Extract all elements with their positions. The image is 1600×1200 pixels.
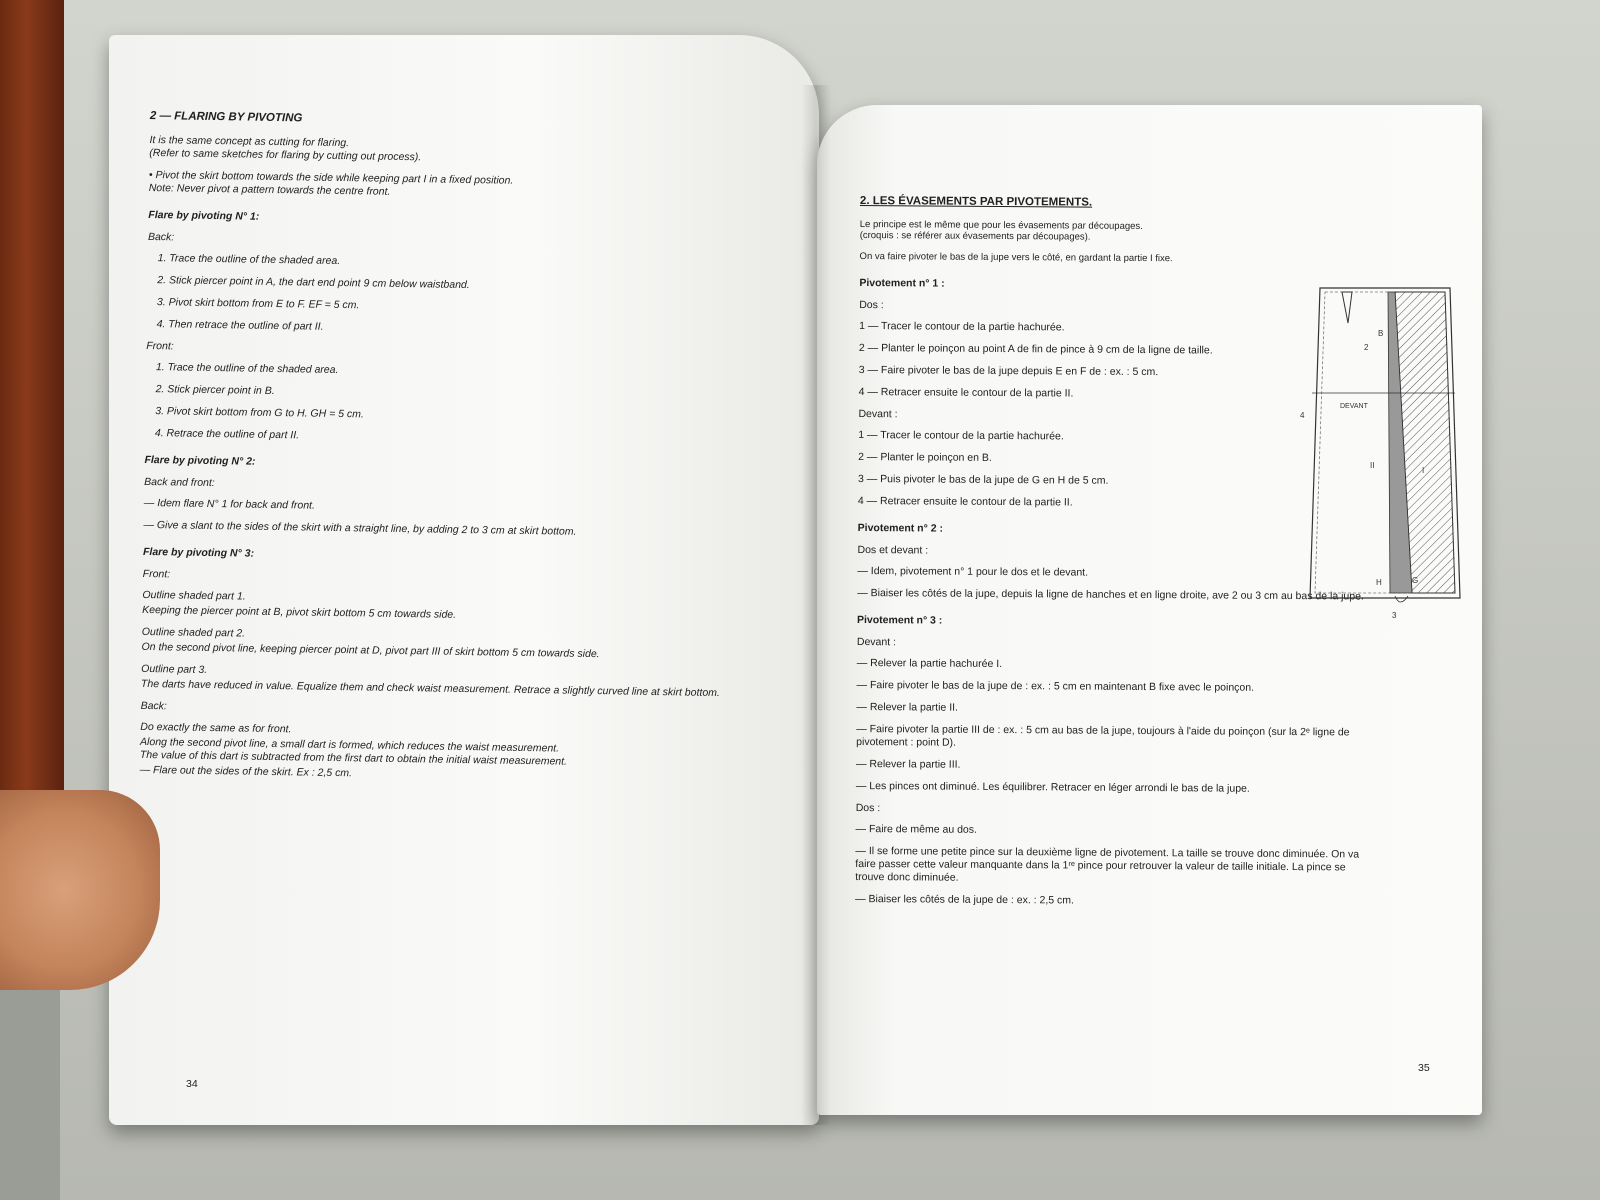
- flare3-front-line: Keeping the piercer point at B, pivot skirt bottom 5 cm towards side.: [142, 603, 457, 621]
- piv1-devant-step: 1 — Tracer le contour de la partie hachurée.: [858, 428, 1064, 443]
- flare1-front-label: Front:: [146, 339, 174, 353]
- left-intro: It is the same concept as cutting for flaring. (Refer to same sketches for flaring by cutting out process).: [149, 133, 422, 164]
- piv3-devant-label: Devant :: [856, 635, 897, 649]
- part-i-label: I: [1422, 466, 1425, 475]
- left-title: 2 — FLARING BY PIVOTING: [149, 110, 303, 125]
- piv1-devant-step: 2 — Planter le poinçon en B.: [858, 450, 992, 464]
- flare3-front-line: The darts have reduced in value. Equalize them and check waist measurement. Retrace a slightly curved line at skirt bottom.: [140, 677, 720, 700]
- mark-2-label: 2: [1364, 343, 1369, 352]
- piv2-line: — Biaiser les côtés de la jupe, depuis la ligne de hanches et en ligne droite, ave 2 ou 3 cm au bas de la jupe.: [857, 586, 1364, 603]
- piv2-label: Dos et devant :: [857, 543, 929, 557]
- flare3-back-line: — Flare out the sides of the skirt. Ex : 2,5 cm.: [139, 763, 353, 780]
- piv3-devant-line: — Les pinces ont diminué. Les équilibrer. Retracer en léger arrondi le bas de la jupe.: [855, 779, 1250, 795]
- flare2-line: — Give a slant to the sides of the skirt with a straight line, by adding 2 to 3 cm at skirt bottom.: [143, 518, 577, 538]
- devant-label: DEVANT: [1340, 403, 1368, 410]
- piv3-devant-line: — Faire pivoter le bas de la jupe de : ex. : 5 cm en maintenant B fixe avec le poinçon.: [856, 678, 1255, 694]
- right-page-number: 35: [1418, 1062, 1430, 1074]
- waist-dart: [1342, 292, 1352, 323]
- flare2-line: — Idem flare N° 1 for back and front.: [143, 496, 316, 512]
- hand-holding-book: [0, 790, 160, 990]
- piv2-heading: Pivotement n° 2 :: [857, 521, 944, 535]
- flare1-front-step: 2. Stick piercer point in B.: [155, 383, 275, 397]
- wooden-edge: [0, 0, 64, 820]
- piv3-dos-line: — Faire de même au dos.: [855, 822, 978, 836]
- skirt-pattern-diagram: [1300, 278, 1480, 628]
- mark-3-label: 3: [1392, 611, 1397, 620]
- piv3-dos-line: — Biaiser les côtés de la jupe de : ex. : 2,5 cm.: [855, 892, 1074, 907]
- flare3-back-line: Do exactly the same as for front.: [140, 720, 292, 736]
- flare3-back-label: Back:: [140, 699, 167, 713]
- flare1-front-step: 3. Pivot skirt bottom from G to H. GH = 5 cm.: [155, 405, 364, 421]
- pivot-arc: [1395, 596, 1408, 602]
- part-ii-label: II: [1370, 461, 1375, 470]
- flare3-heading: Flare by pivoting N° 3:: [142, 545, 255, 560]
- flare3-back-line: Along the second pivot line, a small dart is formed, which reduces the waist measurement. The value of this dart is subtracted from the first dart to obtain the initial waist measurement.: [139, 735, 568, 768]
- right-intro: Le principe est le même que pour les évasements par découpages. (croquis : se référer aux évasements par découpages).: [859, 218, 1143, 243]
- right-instruction: On va faire pivoter le bas de la jupe vers le côté, en gardant la partie I fixe.: [859, 250, 1173, 265]
- point-h-label: H: [1376, 578, 1382, 587]
- flare1-back-label: Back:: [147, 230, 175, 244]
- right-page-text: [855, 195, 1370, 919]
- piv3-devant-line: — Relever la partie hachurée I.: [856, 656, 1003, 671]
- piv2-line: — Idem, pivotement n° 1 pour le dos et le devant.: [857, 564, 1089, 579]
- left-page-number: 34: [186, 1078, 198, 1090]
- flare3-front-line: Outline shaded part 1.: [142, 588, 246, 603]
- left-page-text: [139, 110, 770, 796]
- left-instruction: • Pivot the skirt bottom towards the side while keeping part I in a fixed position. Note: Never pivot a pattern towards the centre front.: [148, 168, 514, 198]
- flare3-front-line: Outline part 3.: [141, 662, 208, 676]
- piv3-heading: Pivotement n° 3 :: [856, 613, 943, 627]
- piv1-dos-step: 1 — Tracer le contour de la partie hachurée.: [859, 319, 1065, 334]
- flare1-back-step: 1. Trace the outline of the shaded area.: [157, 252, 341, 268]
- book-spine: [801, 85, 831, 1125]
- piv1-devant-step: 4 — Retracer ensuite le contour de la partie II.: [857, 494, 1073, 509]
- piv1-dos-step: 4 — Retracer ensuite le contour de la partie II.: [858, 385, 1074, 400]
- mark-4-label: 4: [1300, 411, 1305, 420]
- piv3-devant-line: — Relever la partie III.: [855, 757, 961, 771]
- piv3-devant-line: — Relever la partie II.: [856, 700, 959, 714]
- flare2-label: Back and front:: [144, 475, 215, 490]
- flare1-back-step: 4. Then retrace the outline of part II.: [156, 318, 324, 333]
- right-title: 2. LES ÉVASEMENTS PAR PIVOTEMENTS.: [859, 195, 1093, 209]
- piv1-devant-step: 3 — Puis pivoter le bas de la jupe de G en H de 5 cm.: [857, 472, 1109, 487]
- piv1-dos-label: Dos :: [859, 298, 884, 312]
- flare1-back-step: 3. Pivot skirt bottom from E to F. EF = 5 cm.: [156, 296, 360, 312]
- point-b-label: B: [1378, 329, 1384, 338]
- flare3-front-line: Outline shaded part 2.: [141, 625, 246, 640]
- piv3-dos-line: — Il se forme une petite pince sur la deuxième ligne de pivotement. La taille se trouve donc diminuée. On va faire passer cette valeur manquante dans la 1ʳᵉ pince pour retrouver la valeur de taille initiale. La pince se trouve donc diminuée.: [855, 844, 1360, 884]
- flare2-heading: Flare by pivoting N° 2:: [144, 453, 256, 468]
- flare3-front-line: On the second pivot line, keeping piercer point at D, pivot part III of skirt bottom 5 cm towards side.: [141, 640, 600, 661]
- piv1-dos-step: 2 — Planter le poinçon au point A de fin de pince à 9 cm de la ligne de taille.: [858, 341, 1213, 357]
- point-g-label: G: [1412, 576, 1419, 585]
- piv3-dos-label: Dos :: [855, 801, 881, 815]
- flare1-front-step: 4. Retrace the outline of part II.: [154, 427, 300, 442]
- piv3-devant-line: — Faire pivoter la partie III de : ex. : 5 cm au bas de la jupe, toujours à l'aide du poinçon (sur la 2ᵉ ligne de pivotement : point D).: [856, 722, 1350, 749]
- flare1-heading: Flare by pivoting N° 1:: [148, 208, 260, 223]
- piv1-devant-label: Devant :: [858, 407, 898, 421]
- piv1-heading: Pivotement n° 1 :: [859, 276, 945, 290]
- flare3-front-label: Front:: [142, 567, 171, 581]
- piv1-dos-step: 3 — Faire pivoter le bas de la jupe depuis E en F de : ex. : 5 cm.: [858, 363, 1159, 379]
- flare1-back-step: 2. Stick piercer point in A, the dart end point 9 cm below waistband.: [157, 274, 470, 292]
- flare1-front-step: 1. Trace the outline of the shaded area.: [155, 361, 339, 376]
